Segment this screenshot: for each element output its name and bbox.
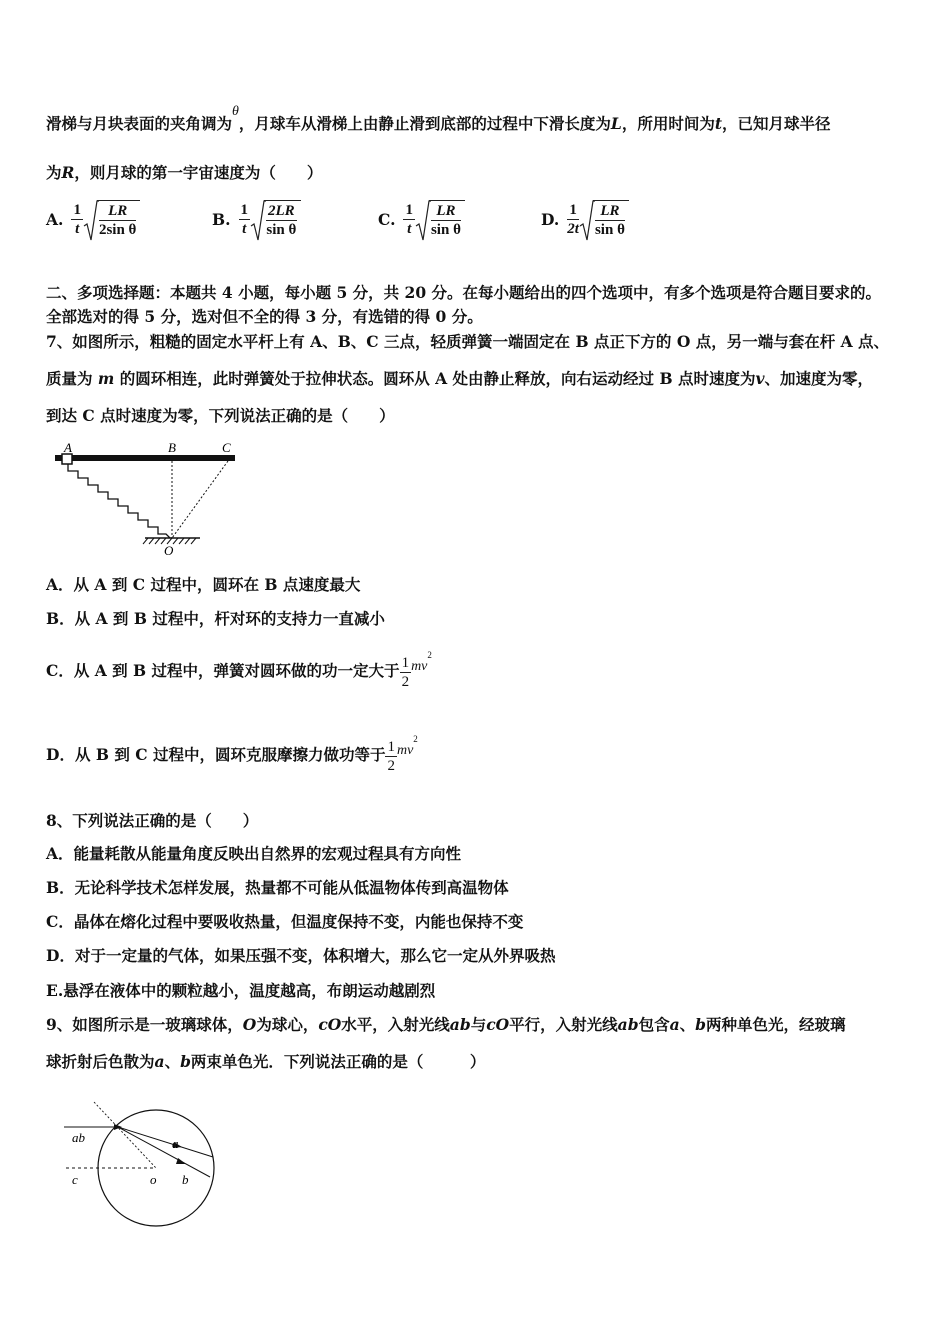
- radicand-num: LR: [99, 202, 136, 221]
- ring: [62, 454, 72, 464]
- q8-option-e: E.悬浮在液体中的颗粒越小，温度越高，布朗运动越剧烈: [46, 981, 436, 1000]
- q9-text: 两束单色光．下列说法正确的是（ ）: [190, 1052, 486, 1071]
- label-b: b: [182, 1172, 189, 1187]
- frac-num: 1: [387, 738, 395, 755]
- coef-fraction: [403, 201, 415, 238]
- q7-option-d: [46, 729, 418, 779]
- horizontal-rod: [55, 455, 235, 461]
- var-a: a: [669, 1015, 680, 1034]
- frac-den: 2: [387, 757, 395, 774]
- q6-option-d: [541, 200, 629, 239]
- q9-line-1: [46, 1015, 846, 1035]
- q9-text: 球折射后色散为: [46, 1052, 155, 1071]
- q9-text: 两种单色光，经玻璃: [705, 1015, 846, 1034]
- frac-den: t: [75, 221, 80, 237]
- option-label: C.: [378, 210, 396, 229]
- q6-line-2: [46, 163, 322, 183]
- mv-term: mv: [411, 659, 428, 675]
- sqrt-expression: [415, 200, 465, 239]
- q6-option-a: [46, 200, 140, 239]
- option-label: D.: [541, 210, 560, 229]
- normal-line: [94, 1102, 156, 1168]
- var-O: O: [242, 1015, 257, 1034]
- q9-text: 与: [470, 1015, 487, 1034]
- var-b: b: [695, 1015, 706, 1034]
- q9-text: 包含: [638, 1015, 670, 1034]
- q7-text: 、加速度为零，: [764, 369, 873, 388]
- q6-text: ，已知月球半径: [722, 114, 831, 133]
- q7-line-1: 7、如图所示，粗糙的固定水平杆上有 A、B、C 三点，轻质弹簧一端固定在 B 点正下方的 O 点，另一端与套在杆 A 点、: [46, 332, 890, 351]
- exponent: 2: [413, 734, 418, 744]
- radical-sign-icon: [250, 200, 266, 244]
- var-ab: ab: [449, 1015, 471, 1034]
- q8-option-b: B．无论科学技术怎样发展，热量都不可能从低温物体传到高温物体: [46, 878, 509, 897]
- theta-symbol: θ: [232, 104, 239, 119]
- label-o: o: [150, 1172, 157, 1187]
- coef-fraction: [239, 201, 251, 238]
- q6-text: 为: [46, 163, 62, 182]
- q9-text: 、: [164, 1052, 181, 1071]
- q9-text: 、: [679, 1015, 696, 1034]
- radical-sign-icon: [83, 200, 99, 244]
- radicand-num: LR: [595, 202, 625, 221]
- var-L: L: [610, 114, 622, 133]
- radicand-num: LR: [431, 202, 461, 221]
- radical-sign-icon: [579, 200, 595, 244]
- dashed-line-co: [172, 461, 228, 538]
- coef-fraction: [71, 201, 83, 238]
- var-cO: cO: [486, 1015, 510, 1034]
- q7-option-b: B．从 A 到 B 过程中，杆对环的支持力一直减小: [46, 609, 385, 628]
- exponent: 2: [427, 650, 432, 660]
- radicand-den: sin θ: [430, 222, 461, 238]
- q7-option-c-text: C．从 A 到 B 过程中，弹簧对圆环做的功一定大于: [46, 661, 400, 681]
- q6-text: ，则月球的第一宇宙速度为（ ）: [74, 163, 323, 182]
- label-A: A: [64, 440, 72, 455]
- frac-num: 1: [401, 654, 410, 671]
- label-a: a: [172, 1136, 179, 1151]
- q7-option-c: [46, 645, 432, 695]
- spring: [68, 464, 170, 538]
- frac-num: 1: [240, 202, 248, 218]
- frac-num: 1: [405, 202, 413, 218]
- radical-sign-icon: [415, 200, 431, 244]
- q7-text: 质量为: [46, 369, 93, 388]
- radicand-num: 2LR: [268, 203, 295, 219]
- q8-option-d: D．对于一定量的气体，如果压强不变，体积增大，那么它一定从外界吸热: [46, 946, 556, 965]
- radicand-den: sin θ: [266, 222, 297, 238]
- q9-glass-sphere-figure: [58, 1092, 228, 1232]
- q7-line-2: [46, 369, 873, 389]
- label-O: O: [164, 543, 174, 558]
- var-ab: ab: [617, 1015, 639, 1034]
- option-label: A.: [46, 210, 64, 229]
- frac-den: 2: [401, 673, 410, 690]
- var-m: m: [97, 369, 115, 388]
- q9-text: 9、如图所示是一玻璃球体，: [46, 1015, 243, 1034]
- half-fraction: [385, 738, 397, 775]
- var-a: a: [154, 1052, 165, 1071]
- q9-line-2: [46, 1052, 485, 1072]
- coef-fraction: [567, 201, 579, 238]
- q6-text: 滑梯与月块表面的夹角调为: [46, 114, 233, 133]
- q7-line-3: 到达 C 点时速度为零，下列说法正确的是（ ）: [46, 406, 395, 425]
- q9-text: 水平，入射光线: [341, 1015, 450, 1034]
- var-b: b: [180, 1052, 191, 1071]
- q7-spring-figure: [50, 438, 240, 558]
- mv-term: mv: [396, 743, 414, 759]
- frac-den: t: [242, 221, 247, 237]
- q6-text: ，所用时间为: [621, 114, 715, 133]
- section2-heading-1: 二、多项选择题：本题共 4 小题，每小题 5 分，共 20 分。在每小题给出的四个选项中，有多个选项是符合题目要求的。: [46, 283, 882, 302]
- q9-text: 平行，入射光线: [509, 1015, 618, 1034]
- sqrt-expression: [579, 200, 629, 239]
- half-fraction: [400, 654, 412, 691]
- q6-option-b: [212, 200, 301, 239]
- frac-num: 1: [567, 201, 579, 220]
- q9-text: 为球心，: [256, 1015, 319, 1034]
- label-C: C: [222, 440, 231, 455]
- q8-option-a: A．能量耗散从能量角度反映出自然界的宏观过程具有方向性: [46, 844, 462, 863]
- frac-den: t: [407, 221, 412, 237]
- sqrt-expression: [83, 200, 140, 239]
- frac-num: 1: [73, 202, 81, 218]
- sqrt-expression: [250, 200, 301, 239]
- q7-option-d-text: D．从 B 到 C 过程中，圆环克服摩擦力做功等于: [46, 745, 386, 765]
- var-v: v: [755, 369, 765, 388]
- q6-text: ，月球车从滑梯上由静止滑到底部的过程中下滑长度为: [238, 114, 611, 133]
- option-label: B.: [212, 210, 231, 229]
- q7-option-a: A．从 A 到 C 过程中，圆环在 B 点速度最大: [46, 575, 361, 594]
- frac-den: 2t: [567, 221, 579, 237]
- q8-stem: 8、下列说法正确的是（ ）: [46, 811, 259, 830]
- q6-option-c: [378, 200, 465, 239]
- q7-text: 的圆环相连，此时弹簧处于拉伸状态。圆环从 A 处由静止释放，向右运动经过 B 点时速度为: [119, 369, 756, 388]
- label-c: c: [72, 1172, 78, 1187]
- q8-option-c: C．晶体在熔化过程中要吸收热量，但温度保持不变，内能也保持不变: [46, 912, 524, 931]
- radicand-den: 2sin θ: [98, 222, 137, 238]
- var-R: R: [61, 163, 75, 182]
- section2-heading-2: 全部选对的得 5 分，选对但不全的得 3 分，有选错的得 0 分。: [46, 307, 483, 326]
- label-ab: ab: [72, 1130, 85, 1145]
- label-B: B: [168, 440, 176, 455]
- var-t: t: [714, 114, 723, 133]
- var-cO: cO: [318, 1015, 342, 1034]
- q6-line-1: [46, 104, 831, 136]
- radicand-den: sin θ: [594, 222, 625, 238]
